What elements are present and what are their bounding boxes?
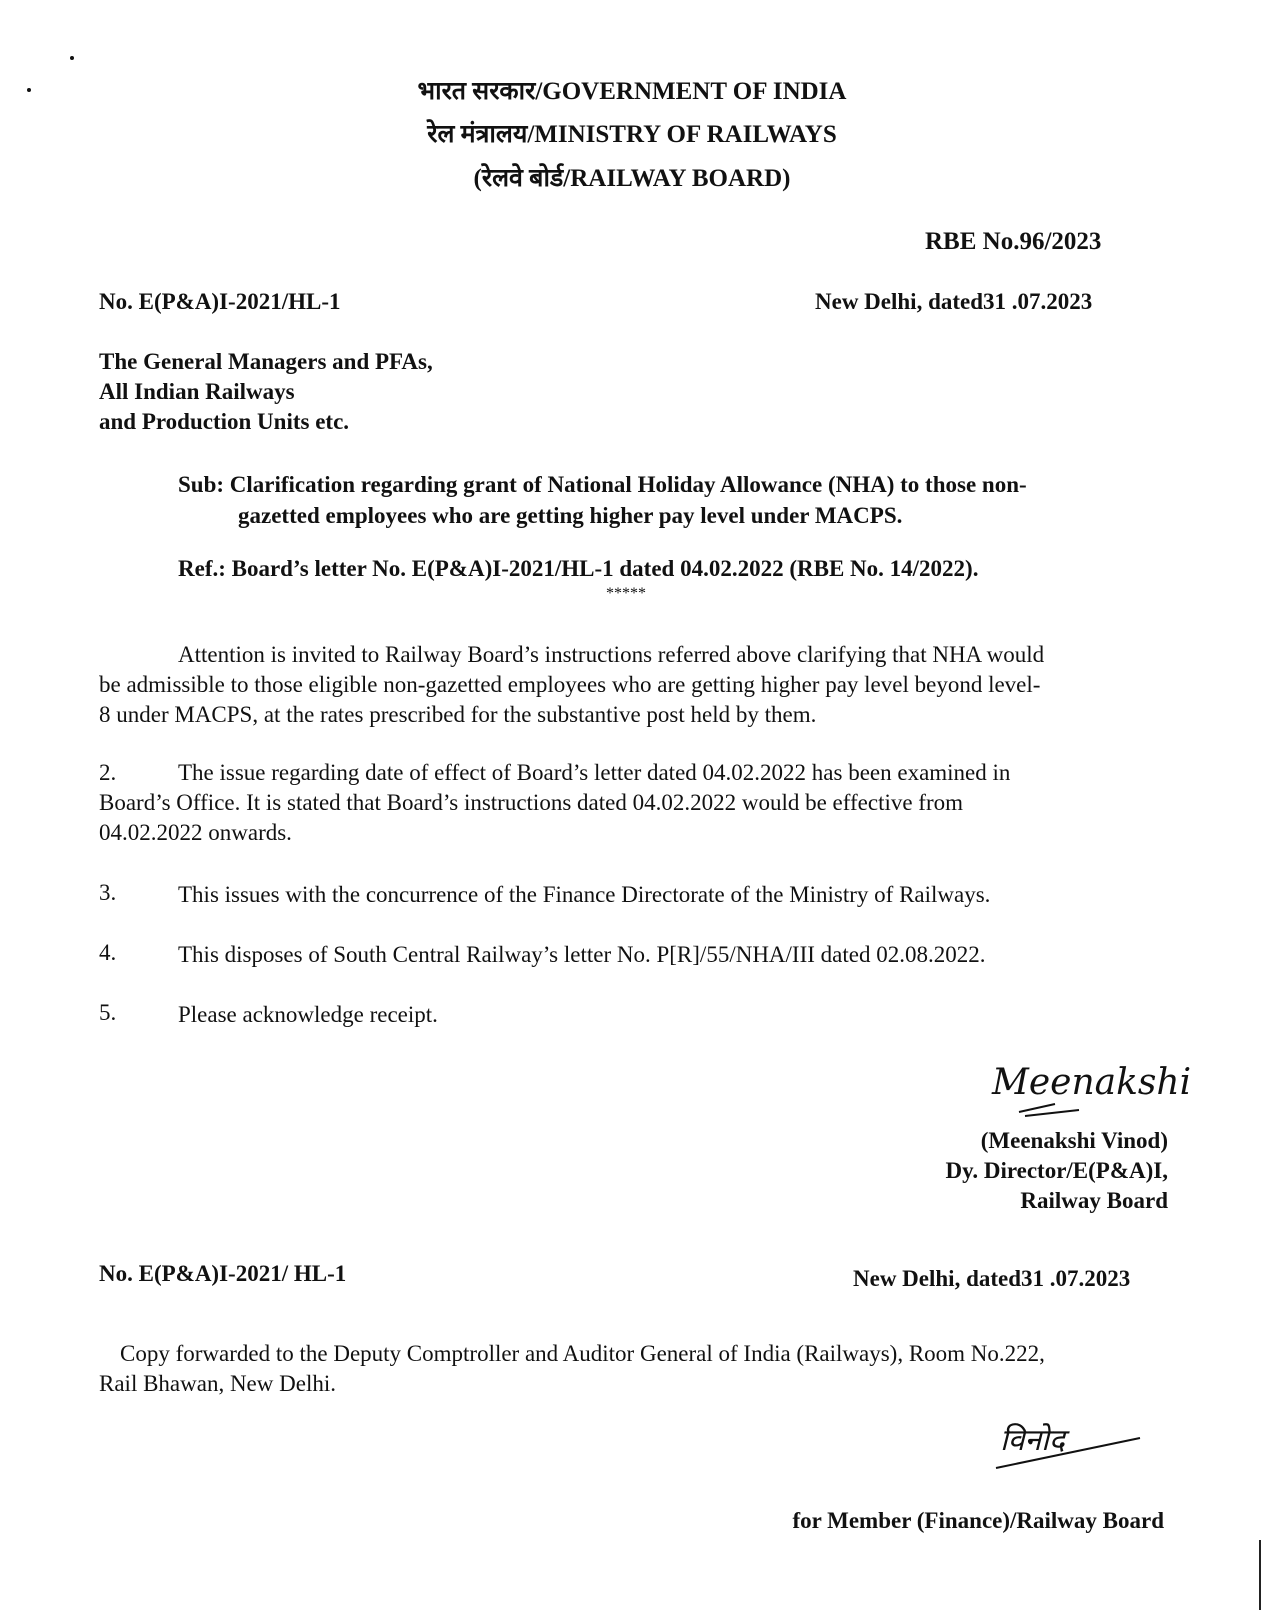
signatory-name: (Meenakshi Vinod) [980,1128,1168,1153]
for-member-finance: for Member (Finance)/Railway Board [792,1508,1164,1533]
paragraph-2-line: The issue regarding date of effect of Board’s letter dated 04.02.2022 has been examined in [178,760,1011,785]
paragraph-4-text: This disposes of South Central Railway’s letter No. P[R]/55/NHA/III dated 02.08.2022. [178,942,986,967]
date-line: New Delhi, dated31 .07.2023 [815,289,1093,314]
paragraph-2-line: 04.02.2022 onwards. [99,820,292,845]
copy-text-line: Copy forwarded to the Deputy Comptroller and Auditor General of India (Railways), Room No.222, [120,1341,1045,1366]
scan-mark [70,56,74,60]
paragraph-5-text: Please acknowledge receipt. [178,1002,438,1027]
addressee-line: All Indian Railways [99,379,295,404]
header-ministry: रेल मंत्रालय/MINISTRY OF RAILWAYS [427,121,837,148]
paragraph-1-line: Attention is invited to Railway Board’s instructions referred above clarifying that NHA would [178,642,1045,667]
rbe-number: RBE No.96/2023 [925,228,1102,255]
paragraph-3-number: 3. [99,880,117,905]
paragraph-2-number: 2. [99,760,117,785]
header-government: भारत सरकार/GOVERNMENT OF INDIA [417,78,847,105]
copy-text-line: Rail Bhawan, New Delhi. [99,1371,336,1396]
copy-signature-handwriting: विनोद [1000,1423,1065,1458]
signatory-office: Railway Board [1020,1188,1168,1213]
addressee-line: The General Managers and PFAs, [99,349,433,374]
header-board: (रेलवे बोर्ड/RAILWAY BOARD) [473,165,791,192]
paragraph-2-line: Board’s Office. It is stated that Board’s instructions dated 04.02.2022 would be effective from [99,790,964,815]
signatory-designation: Dy. Director/E(P&A)I, [945,1158,1168,1183]
reference-number: No. E(P&A)I-2021/HL-1 [99,289,341,314]
paragraph-4-number: 4. [99,940,117,965]
reference-letter: Ref.: Board’s letter No. E(P&A)I-2021/HL-1 dated 04.02.2022 (RBE No. 14/2022). [178,556,979,581]
subject-line: gazetted employees who are getting higher pay level under MACPS. [238,503,903,528]
copy-date-line: New Delhi, dated31 .07.2023 [853,1266,1131,1291]
paragraph-1-line: 8 under MACPS, at the rates prescribed for the substantive post held by them. [99,702,817,727]
subject-line: Sub: Clarification regarding grant of National Holiday Allowance (NHA) to those non- [178,472,1027,497]
paragraph-3-text: This issues with the concurrence of the Finance Directorate of the Ministry of Railways. [178,882,991,907]
paragraph-1-line: be admissible to those eligible non-gazetted employees who are getting higher pay level beyond level- [99,672,1041,697]
scan-edge-line [1259,1540,1261,1610]
signature-handwriting: Meenakshi [992,1062,1192,1103]
separator-stars: ***** [606,585,646,602]
paragraph-5-number: 5. [99,1000,117,1025]
copy-reference-number: No. E(P&A)I-2021/ HL-1 [99,1261,347,1286]
signature-underline [1015,1100,1085,1118]
addressee-line: and Production Units etc. [99,409,350,434]
copy-signature-stroke [990,1418,1150,1478]
